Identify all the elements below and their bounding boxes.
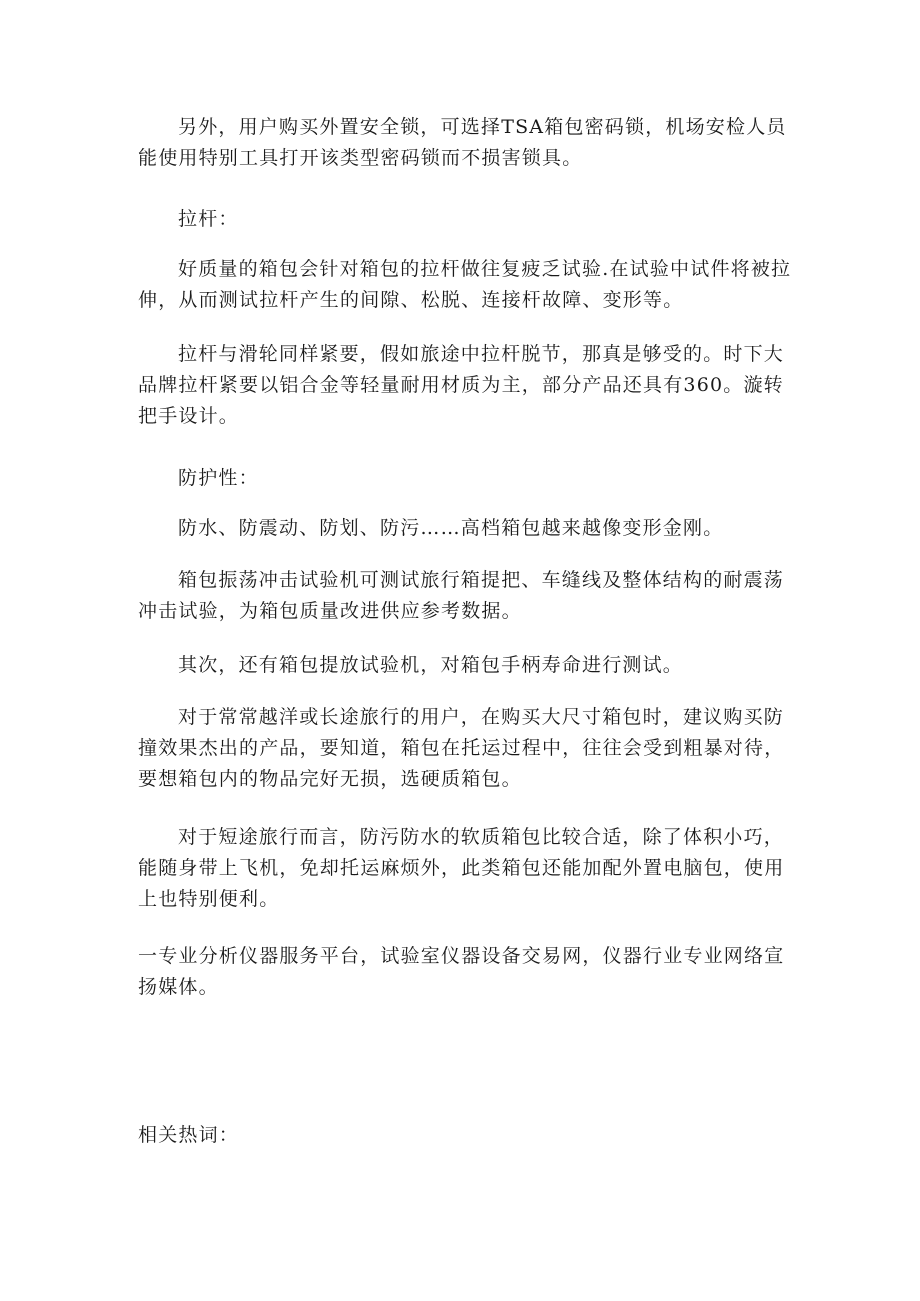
heading-protection: 防护性： [178,467,259,489]
paragraph-handle-test: 其次，还有箱包提放试验机，对箱包手柄寿命进行测试。 [178,654,684,676]
paragraph-trolley-fatigue-test: 好质量的箱包会针对箱包的拉杆做往复疲乏试验.在试验中试件将被拉伸，从而测试拉杆产生的间隙、松脱、连接杆故障、变形等。 [138,258,792,311]
paragraph-long-trip-advice: 对于常常越洋或长途旅行的用户，在购买大尺寸箱包时，建议购买防撞效果杰出的产品，要知道，箱包在托运过程中，往往会受到粗暴对待，要想箱包内的物品完好无损，选硬质箱包。 [138,706,785,790]
heading-trolley: 拉杆： [178,208,239,230]
related-keywords-label: 相关热词： [138,1124,240,1146]
paragraph-security-lock: 另外，用户购买外置安全锁，可选择TSA箱包密码锁，机场安检人员能使用特别工具打开该类型密码锁而不损害锁具。 [138,116,787,169]
paragraph-trolley-material: 拉杆与滑轮同样紧要，假如旅途中拉杆脱节，那真是够受的。时下大品牌拉杆紧要以铝合金等轻量耐用材质为主，部分产品还具有360。漩转把手设计。 [138,343,785,427]
paragraph-platform-note: 一专业分析仪器服务平台，试验室仪器设备交易网，仪器行业专业网络宣扬媒体。 [138,945,785,998]
paragraph-short-trip-advice: 对于短途旅行而言，防污防水的软质箱包比较合适，除了体积小巧，能随身带上飞机，免却托运麻烦外，此类箱包还能加配外置电脑包，使用上也特别便利。 [138,826,785,910]
paragraph-protection-features: 防水、防震动、防划、防污……高档箱包越来越像变形金刚。 [178,517,724,539]
paragraph-vibration-test: 箱包振荡冲击试验机可测试旅行箱提把、车缝线及整体结构的耐震荡冲击试验，为箱包质量改进供应参考数据。 [138,569,785,622]
